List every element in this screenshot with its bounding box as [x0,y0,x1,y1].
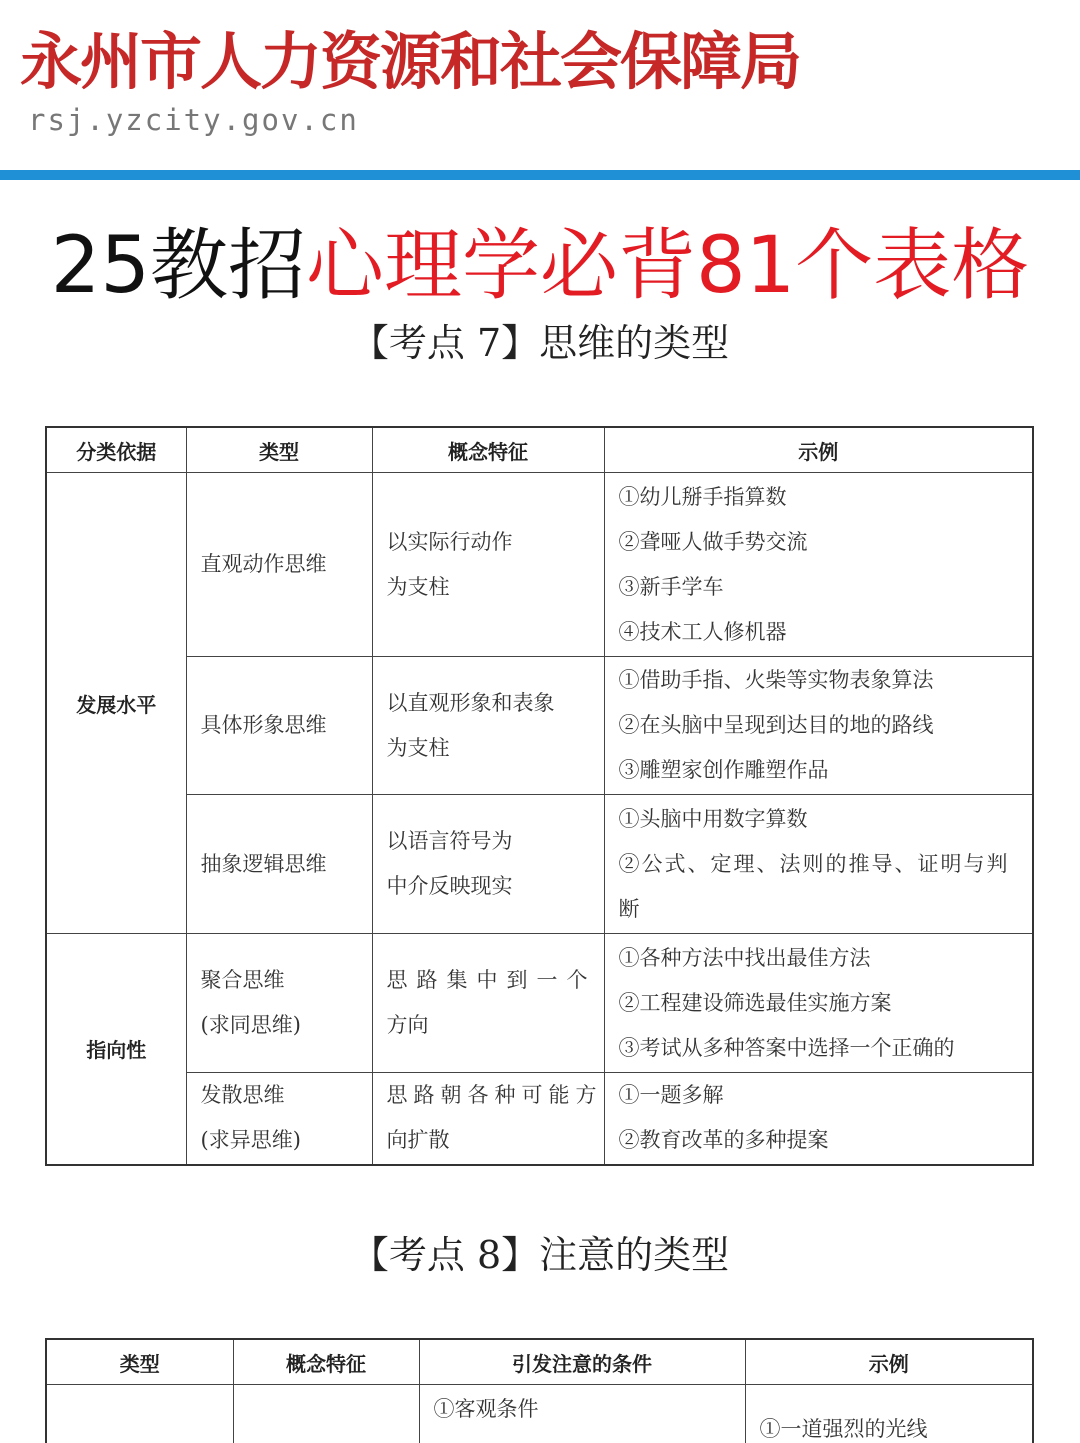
example-item: ①头脑中用数字算数 [618,806,808,831]
example-item: ②在头脑中呈现到达目的地的路线 [618,713,934,737]
example-cell [604,1073,1033,1165]
feature-line: 中介反映现实 [386,874,513,898]
attention-types-table [45,1338,1034,1443]
example-item: ①幼儿掰手指算数 [618,484,787,509]
example-item: ②教育改革的多种提案 [618,1128,829,1153]
example-item: ③雕塑家创作雕塑作品 [618,758,829,782]
type-cell [186,1073,372,1165]
page-title [0,220,1080,312]
column-header: 概念特征 [233,1339,419,1385]
feature-line: 思路集中到一个 [386,968,597,992]
example-cell [745,1385,1033,1443]
type-cell [186,473,372,657]
column-header: 分类依据 [46,427,186,473]
type-label: (求同思维) [200,1013,301,1037]
site-url[interactable]: rsj.yzcity.gov.cn [28,103,359,137]
feature-cell [372,1073,604,1165]
example-item: ①一题多解 [618,1083,724,1108]
feature-cell [372,934,604,1073]
column-header: 引发注意的条件 [419,1339,745,1385]
feature-cell [233,1385,419,1443]
example-item: ④技术工人修机器 [618,619,787,644]
table-row [46,795,1033,934]
type-label: 直观动作思维 [200,552,327,576]
example-item: ①借助手指、火柴等实物表象算法 [618,668,934,692]
table-header-row [46,427,1033,473]
org-name: 永州市人力资源和社会保障局 [20,25,801,98]
example-item: ③考试从多种答案中选择一个正确的 [618,1035,955,1060]
example-item: ②聋哑人做手势交流 [618,529,808,554]
type-cell [186,934,372,1073]
type-label: 发散思维 [200,1083,285,1108]
type-label: (求异思维) [200,1128,301,1153]
column-header: 示例 [604,427,1033,473]
thinking-types-table [45,426,1034,1166]
example-item: ①各种方法中找出最佳方法 [618,945,871,970]
feature-line: 为支柱 [386,735,450,760]
example-cell [604,795,1033,934]
feature-line: 向扩散 [386,1128,450,1153]
type-label: 具体形象思维 [200,713,327,737]
basis-cell: 发展水平 [46,473,186,934]
example-item: ②公式、定理、法则的推导、证明与判断 [618,851,1010,921]
feature-cell [372,657,604,795]
column-header: 类型 [46,1339,233,1385]
type-cell [186,795,372,934]
example-item: ③新手学车 [618,574,724,599]
column-header: 类型 [186,427,372,473]
feature-line: 以直观形象和表象 [386,690,555,715]
feature-line: 以语言符号为 [386,829,513,853]
example-cell [604,657,1033,795]
site-header [0,0,1080,170]
table-header-row [46,1339,1033,1385]
feature-cell [372,473,604,657]
type-cell [186,657,372,795]
example-cell [604,473,1033,657]
table-row [46,1073,1033,1165]
example-cell [604,934,1033,1073]
example-item: ①一道强烈的光线 [759,1417,928,1441]
condition-item: ①客观条件 [433,1397,539,1421]
column-header: 示例 [745,1339,1033,1385]
feature-cell [372,795,604,934]
title-prefix: 25教招 [50,221,306,311]
feature-line: 思路朝各种可能方 [386,1083,603,1108]
table-row [46,657,1033,795]
table-row [46,1385,1033,1443]
condition-cell [419,1385,745,1443]
table-row [46,934,1033,1073]
feature-line: 为支柱 [386,574,450,599]
type-cell [46,1385,233,1443]
column-header: 概念特征 [372,427,604,473]
type-label: 聚合思维 [200,968,285,992]
header-divider [0,170,1080,180]
title-highlight: 心理学必背81个表格 [306,221,1030,311]
basis-cell: 指向性 [46,934,186,1165]
example-item: ②工程建设筛选最佳实施方案 [618,990,892,1015]
feature-line: 以实际行动作 [386,529,513,554]
feature-line: 方向 [386,1013,429,1037]
section-8-title: 【考点 8】注意的类型 [350,1233,730,1277]
type-label: 抽象逻辑思维 [200,851,327,876]
section-7-title: 【考点 7】思维的类型 [350,321,730,365]
table-row [46,473,1033,657]
